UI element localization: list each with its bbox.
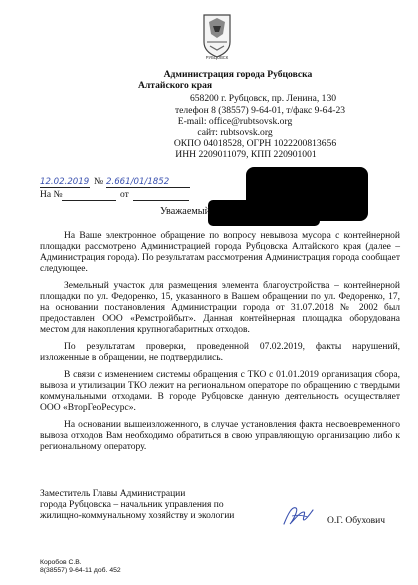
paragraph-1: На Ваше электронное обращение по вопросу невывоза мусора с контейнерной площадки рассмотрено Администрацией города Рубцовска Алтайского края (далее – Администрация города). По результатам рассмотрения Администрация города сообщает следующее. [40, 231, 400, 274]
number-sign: № [94, 177, 104, 187]
incoming-registration [40, 190, 220, 202]
paragraph-4: В связи с изменением системы обращения с ТКО с 01.01.2019 организация сбора, вывоза и утилизации ТКО лежит на региональном операторе по обращению с твердыми коммунальными отходами. В городе Рубцовске данную деятельность осуществляет ООО «ВторГеоРесурс». [40, 370, 400, 413]
signatory-title-line1: Заместитель Главы Администрации [40, 489, 186, 499]
org-email: E-mail: office@rubtsovsk.org [177, 116, 293, 127]
paragraph-2: Земельный участок для размещения элемента благоустройства – контейнерной площадки по ул. Федоренко, 15, указанного в Вашем обращении по ул. Федоренко, 17, на основании постановления Администрации города от 31.07.2018 № 2002 был предоставлен ООО «Ремстройбыт». Данная контейнерная площадка оборудована местом для накопления крупногабаритных отходов. [40, 281, 400, 335]
incoming-number-label: На № [40, 190, 63, 200]
signatory-title [40, 489, 290, 522]
city-emblem-icon [201, 12, 233, 60]
signatory-title-line3: жилищно-коммунальному хозяйству и экологии [40, 511, 235, 521]
greeting: Уважаемый [160, 206, 211, 217]
handwritten-signature [278, 500, 318, 530]
paragraph-5: На основании вышеизложенного, в случае установления факта несвоевременного вывоза отходов Вам необходимо обратиться в свою управляющую организацию либо к региональному оператору. [40, 420, 400, 452]
executor-phone: 8(38557) 9-64-11 доб. 452 [40, 567, 121, 574]
org-okpo: ОКПО 04018528, ОГРН 1022200813656 [173, 138, 337, 149]
executor-name: Коробов С.В. [40, 559, 82, 566]
org-name-line1: Администрация города Рубцовска [163, 69, 313, 80]
org-address: 658200 г. Рубцовск, пр. Ленина, 130 [189, 93, 337, 104]
outgoing-registration [40, 177, 220, 189]
outgoing-number: 2.661/01/1852 [106, 177, 170, 187]
emblem-caption: РУБЦОВСК [205, 55, 229, 60]
signatory-name: О.Г. Обухович [327, 516, 385, 526]
executor-info [40, 559, 121, 575]
org-site: сайт: rubtsovsk.org [197, 127, 273, 138]
paragraph-3: По результатам проверки, проведенной 07.02.2019, факты нарушений, изложенные в обращении, не подтвердились. [40, 342, 400, 363]
signatory-title-line2: города Рубцовска – начальник управления по [40, 500, 224, 510]
org-phone: телефон 8 (38557) 9-64-01, т/факс 9-64-23 [174, 105, 346, 116]
letter-body [40, 231, 400, 459]
org-name-line2: Алтайского края [138, 80, 213, 91]
org-inn: ИНН 2209011079, КПП 220901001 [175, 149, 317, 160]
outgoing-date: 12.02.2019 [40, 177, 90, 187]
incoming-date-label: от [120, 190, 129, 200]
redacted-name [208, 200, 320, 226]
